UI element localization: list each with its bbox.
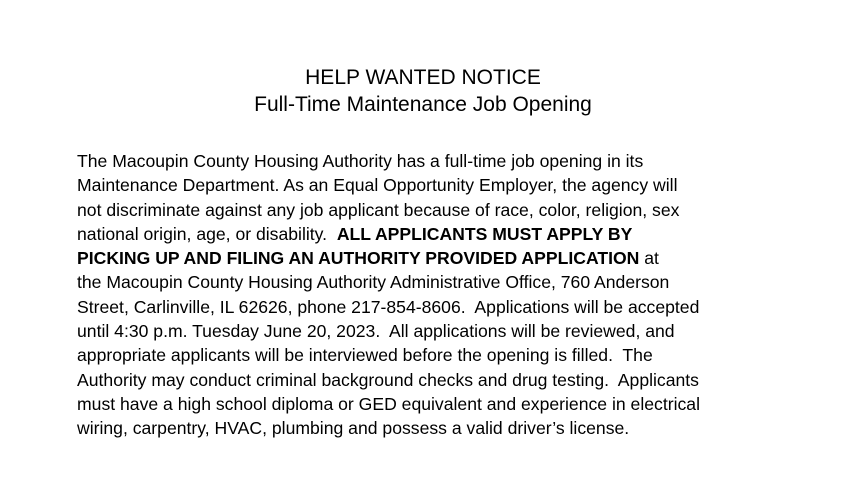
body-line: until 4:30 p.m. Tuesday June 20, 2023. All applications will be reviewed, and [77, 321, 675, 342]
apply-instruction-bold: PICKING UP AND FILING AN AUTHORITY PROVIDED APPLICATION [77, 248, 640, 269]
body-line: The Macoupin County Housing Authority has a full-time job opening in its [77, 151, 644, 171]
body-line: appropriate applicants will be interviewed before the opening is filled. The [77, 345, 653, 366]
body-line: the Macoupin County Housing Authority Administrative Office, 760 Anderson [77, 272, 670, 293]
notice-subtitle: Full-Time Maintenance Job Opening [254, 93, 592, 116]
body-text-plain: national origin, age, or disability. [77, 223, 337, 244]
body-line [77, 246, 797, 270]
body-line: Street, Carlinville, IL 62626, phone 217-854-8606. Applications will be accepted [77, 296, 700, 317]
body-line: wiring, carpentry, HVAC, plumbing and possess a valid driver’s license. [77, 418, 630, 439]
body-line: Authority may conduct criminal background checks and drug testing. Applicants [77, 369, 699, 390]
body-line: not discriminate against any job applicant because of race, color, religion, sex [77, 199, 680, 220]
body-line [77, 222, 797, 246]
notice-body [77, 149, 797, 441]
body-line: must have a high school diploma or GED equivalent and experience in electrical [77, 393, 700, 414]
apply-instruction-bold: ALL APPLICANTS MUST APPLY BY [336, 223, 633, 244]
body-line: Maintenance Department. As an Equal Opportunity Employer, the agency will [77, 175, 678, 196]
body-text-plain: at [639, 248, 659, 269]
notice-title: HELP WANTED NOTICE [305, 66, 541, 89]
